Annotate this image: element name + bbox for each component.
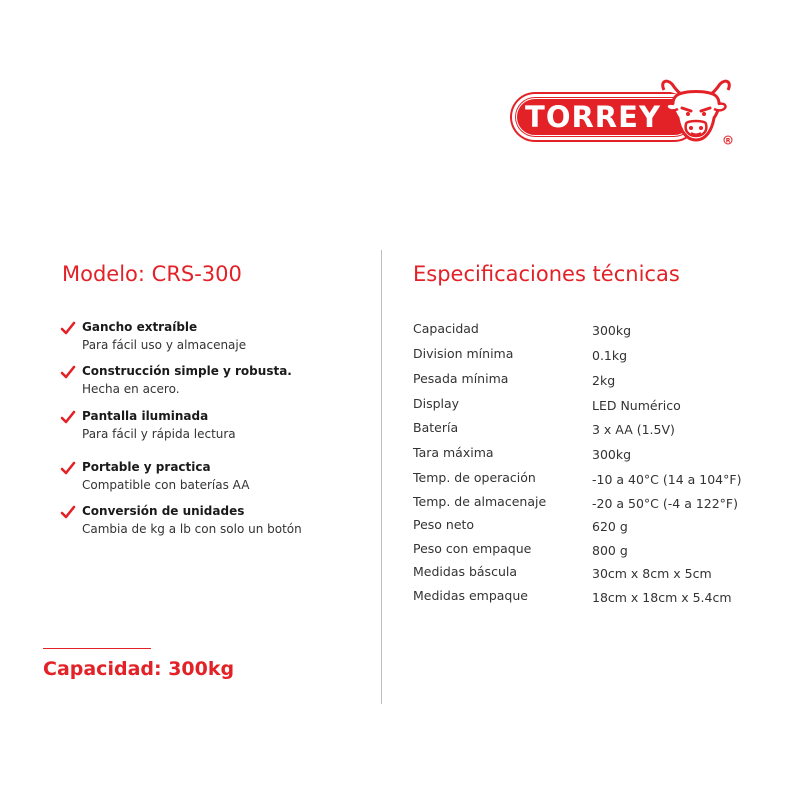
spec-value: 30cm x 8cm x 5cm — [592, 566, 712, 581]
feature-desc: Para fácil y rápida lectura — [82, 427, 236, 441]
spec-value: 18cm x 18cm x 5.4cm — [592, 590, 732, 605]
spec-row — [413, 420, 783, 440]
spec-label: Tara máxima — [413, 445, 494, 460]
spec-value: LED Numérico — [592, 398, 681, 413]
spec-label: Division mínima — [413, 346, 514, 361]
spec-value: 300kg — [592, 447, 632, 462]
feature-desc: Para fácil uso y almacenaje — [82, 338, 247, 352]
spec-value: -10 a 40°C (14 a 104°F) — [592, 472, 742, 487]
spec-row — [413, 588, 783, 608]
spec-row — [413, 371, 783, 391]
svg-text:R: R — [725, 137, 731, 145]
feature-title: Construcción simple y robusta. — [82, 364, 292, 378]
model-title: Modelo: CRS-300 — [62, 262, 242, 286]
feature-desc: Compatible con baterías AA — [82, 478, 250, 492]
spec-label: Peso neto — [413, 517, 475, 532]
spec-row — [413, 470, 783, 490]
spec-label: Temp. de operación — [413, 470, 536, 485]
spec-row — [413, 517, 783, 537]
spec-row — [413, 445, 783, 465]
checkmark-icon — [60, 320, 76, 336]
feature-title: Portable y practica — [82, 460, 211, 474]
spec-label: Medidas báscula — [413, 564, 517, 579]
spec-value: 0.1kg — [592, 348, 628, 363]
spec-label: Display — [413, 396, 460, 411]
feature-title: Conversión de unidades — [82, 504, 245, 518]
spec-value: 3 x AA (1.5V) — [592, 422, 675, 437]
feature-desc: Hecha en acero. — [82, 382, 180, 396]
spec-label: Medidas empaque — [413, 588, 528, 603]
capacity-rule — [43, 648, 151, 649]
spec-label: Peso con empaque — [413, 541, 532, 556]
spec-value: 800 g — [592, 543, 628, 558]
spec-label: Temp. de almacenaje — [413, 494, 547, 509]
bull-head-icon — [658, 78, 734, 148]
spec-row — [413, 321, 783, 341]
logo-wordmark: TORREY — [525, 100, 661, 134]
feature-title: Pantalla iluminada — [82, 409, 209, 423]
checkmark-icon — [60, 364, 76, 380]
feature-title: Gancho extraíble — [82, 320, 198, 334]
spec-row — [413, 541, 783, 561]
brand-logo — [512, 78, 734, 156]
spec-value: 300kg — [592, 323, 632, 338]
spec-value: 2kg — [592, 373, 616, 388]
spec-row — [413, 494, 783, 514]
spec-label: Batería — [413, 420, 459, 435]
spec-value: -20 a 50°C (-4 a 122°F) — [592, 496, 739, 511]
spec-row — [413, 396, 783, 416]
feature-desc: Cambia de kg a lb con solo un botón — [82, 522, 302, 536]
specs-title: Especificaciones técnicas — [413, 262, 680, 286]
column-divider — [381, 250, 382, 704]
spec-row — [413, 564, 783, 584]
spec-row — [413, 346, 783, 366]
spec-label: Capacidad — [413, 321, 479, 336]
capacity-label: Capacidad: 300kg — [43, 658, 235, 680]
checkmark-icon — [60, 409, 76, 425]
checkmark-icon — [60, 460, 76, 476]
spec-label: Pesada mínima — [413, 371, 509, 386]
spec-value: 620 g — [592, 519, 628, 534]
checkmark-icon — [60, 504, 76, 520]
